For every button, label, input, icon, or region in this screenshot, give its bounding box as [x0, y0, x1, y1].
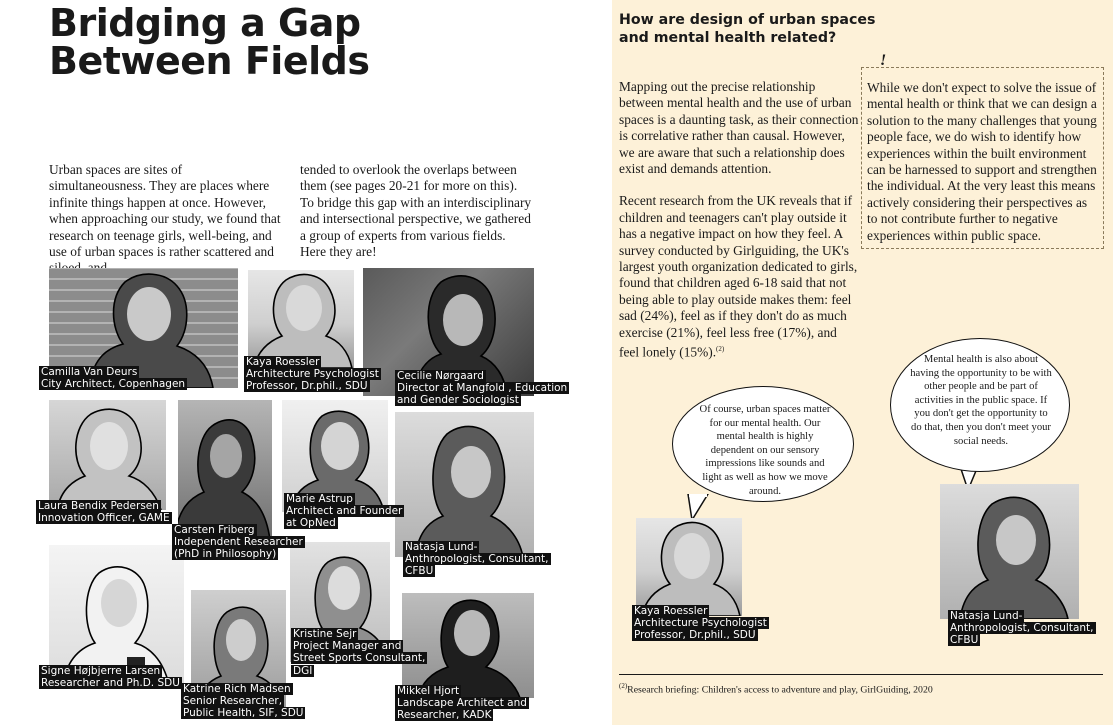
expert-photo-laura	[49, 400, 166, 510]
expert-label-carsten: Carsten Friberg Independent Researcher (PhD in Philosophy)	[174, 524, 303, 561]
callout-box	[861, 52, 1104, 249]
expert-label-cecilie: Cecilie Nørgaard Director at Mangfold , Education and Gender Sociologist	[397, 370, 568, 407]
intro-column-1: Urban spaces are sites of simultaneousness. They are places where infinite things happen at once. However, when approaching our study, we found that research on teenage girls, well-being, and use of urban spaces is rather scattered and	[49, 162, 281, 260]
quote-2: Mental health is also about having the opportunity to be with other people and be part of activities in the public space. If you don't get the opportunity to do that, then you don't meet your social needs.	[910, 354, 1052, 447]
paragraph-1: Mapping out the precise relationship between mental health and the use of urban spaces is a daunting task, as their connection is correlative rather than causal. However, we are aware that such a relationship does exist and demands attention.	[619, 79, 859, 177]
expert-photo-carsten	[178, 400, 272, 540]
speaker-label-kaya: Kaya Roessler Architecture Psychologist Professor, Dr.phil., SDU	[634, 605, 767, 642]
expert-label-natasja: Natasja Lund- Anthropologist, Consultant, CFBU	[405, 541, 549, 578]
expert-label-laura: Laura Bendix Pedersen Innovation Officer, GAME	[38, 500, 170, 525]
footnote-ref: (2)	[716, 345, 725, 354]
expert-label-katrine: Katrine Rich Madsen Senior Researcher, Public Health, SIF, SDU	[183, 683, 304, 720]
intro-column-2: tended to overlook the overlaps between them (see pages 20-21 for more on this). To bridge this gap with an interdisciplinary and intersectional perspective, we gathered a group of experts from various fields. Here they are!	[300, 162, 532, 260]
speaker-label-natasja: Natasja Lund- Anthropologist, Consultant, CFBU	[950, 610, 1094, 647]
expert-label-mikkel: Mikkel Hjort Landscape Architect and Researcher, KADK	[397, 685, 527, 722]
expert-label-kristine: Kristine Sejr Project Manager and Street Sports Consultant, DGI	[293, 628, 426, 677]
speech-bubble-2	[890, 338, 1070, 472]
section-heading: How are design of urban spaces and mental health related?	[619, 12, 876, 46]
expert-photo-kaya	[248, 270, 354, 368]
speaker-photo-kaya	[636, 518, 742, 616]
expert-photo-signe	[49, 545, 184, 685]
speaker-photo-natasja	[940, 484, 1079, 619]
body-column	[619, 79, 859, 377]
expert-label-marie: Marie Astrup Architect and Founder at OpNed	[286, 493, 403, 530]
exclamation-mark: !	[880, 52, 887, 69]
footnote: $^{(2)}$Research briefing: Children's access to adventure and play, GirlGuiding, 2020	[619, 682, 933, 696]
expert-label-signe: Signe Højbjerre Larsen Researcher and Ph.D. SDU	[41, 665, 180, 690]
page-title: Bridging a Gap Between Fields	[49, 1, 370, 83]
speech-bubble-1	[672, 386, 854, 502]
callout-text: While we don't expect to solve the issue of mental health or think that we can design a solution to the many challenges that young people face, we do wish to identify how experiences within the built environment can be harnessed to support and strengthen the individual. At the very least this means actively considering their perspectives as to not contribute further to negative experiences within public space.	[867, 80, 1097, 243]
expert-label-camilla: Camilla Van Deurs City Architect, Copenhagen	[41, 366, 186, 391]
footnote-divider	[619, 674, 1103, 675]
expert-photo-natasja	[395, 412, 534, 557]
expert-label-kaya: Kaya Roessler Architecture Psychologist Professor, Dr.phil., SDU	[246, 356, 379, 393]
paragraph-2: Recent research from the UK reveals that if children and teenagers can't play outside it has a negative impact on how they feel. A survey conducted by Girlguiding, the UK's largest youth organization dedicated to girls, found that children aged 6-18 said that not being able to play outside makes them: feel sad (24%), feel as if they don't do as much exercise (21%), feel less free (17%), and feel lonely (15%).$^{(2)}$	[619, 193, 858, 360]
quote-1: Of course, urban spaces matter for our mental health. Our mental health is highly dependent on our sensory impressions like sounds and light as well as how we move around.	[699, 404, 831, 497]
